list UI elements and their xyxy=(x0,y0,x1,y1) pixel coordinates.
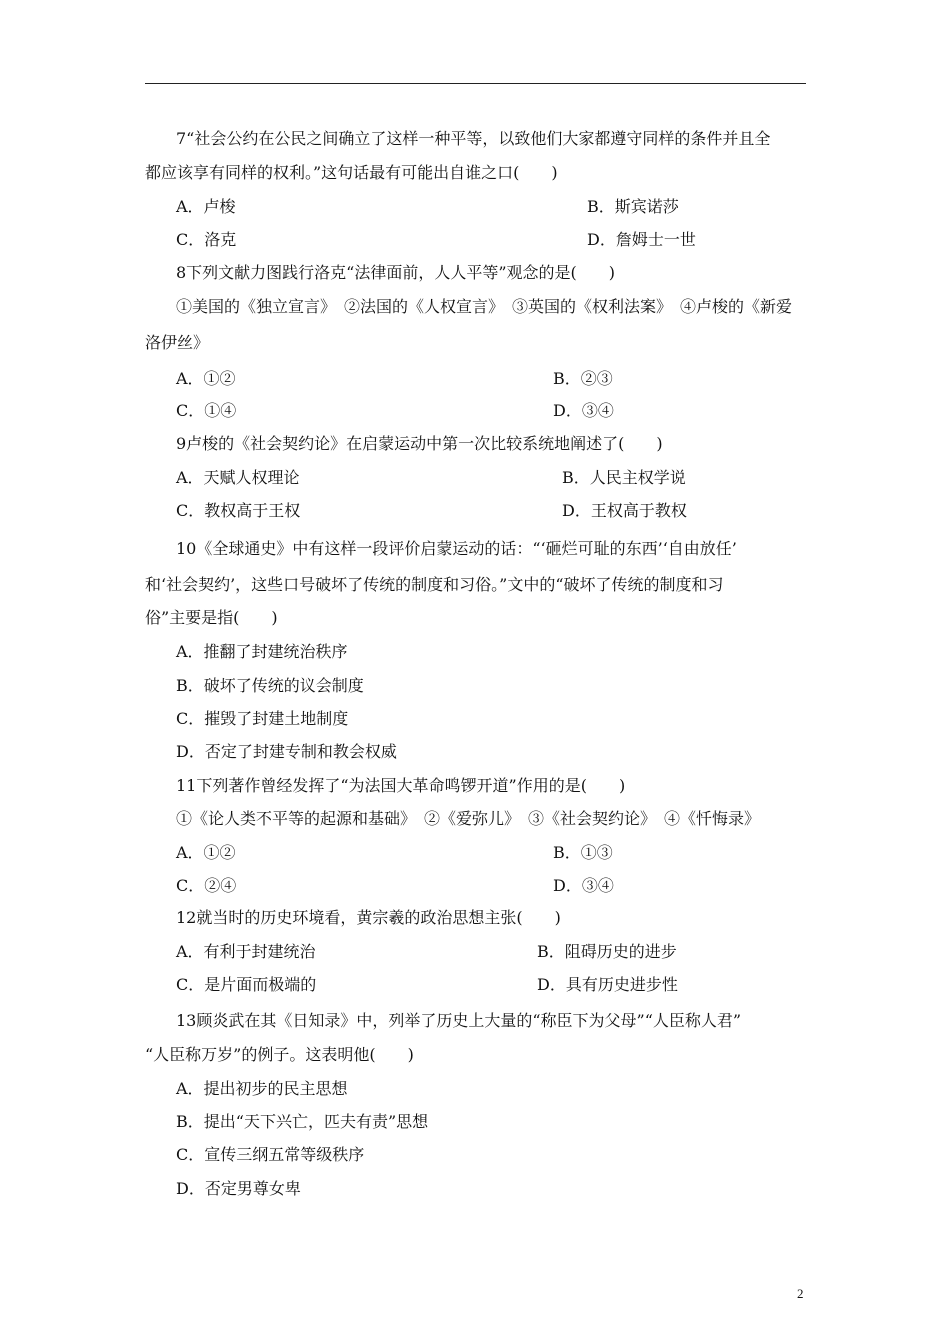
q9-option-b: B．人民主权学说 xyxy=(562,468,686,487)
q9-option-c: C．教权高于王权 xyxy=(176,501,301,520)
q11-option-b: B．①③ xyxy=(553,843,613,862)
q9-option-d: D．王权高于教权 xyxy=(562,501,687,520)
q10-stem: 10《全球通史》中有这样一段评价启蒙运动的话：“‘砸烂可耻的东西’‘自由放任’ xyxy=(176,539,737,558)
q12-option-b: B．阻碍历史的进步 xyxy=(537,942,677,961)
q8-option-b: B．②③ xyxy=(553,369,613,388)
q10-option-c: C．摧毁了封建土地制度 xyxy=(176,709,349,728)
q7-option-d: D．詹姆士一世 xyxy=(587,230,696,249)
q12-stem: 12就当时的历史环境看，黄宗羲的政治思想主张( ) xyxy=(176,908,561,927)
q12-option-d: D．具有历史进步性 xyxy=(537,975,678,994)
q8-items: ①美国的《独立宣言》 ②法国的《人权宣言》 ③英国的《权利法案》 ④卢梭的《新爱 xyxy=(176,297,793,316)
q8-option-c: C．①④ xyxy=(176,401,237,420)
q10-stem-cont2: 俗”主要是指( ) xyxy=(145,608,278,627)
q12-option-c: C．是片面而极端的 xyxy=(176,975,317,994)
q13-option-b: B．提出“天下兴亡，匹夫有责”思想 xyxy=(176,1112,429,1131)
q11-option-a: A．①② xyxy=(176,843,236,862)
q13-option-d: D．否定男尊女卑 xyxy=(176,1179,301,1198)
q13-stem: 13顾炎武在其《日知录》中，列举了历史上大量的“称臣下为父母”“人臣称人君” xyxy=(176,1011,742,1030)
q10-option-b: B．破坏了传统的议会制度 xyxy=(176,676,364,695)
q10-stem-cont1: 和‘社会契约’，这些口号破坏了传统的制度和习俗。”文中的“破坏了传统的制度和习 xyxy=(145,575,724,594)
q9-stem: 9卢梭的《社会契约论》在启蒙运动中第一次比较系统地阐述了( ) xyxy=(176,434,663,453)
q8-stem: 8下列文献力图践行洛克“法律面前，人人平等”观念的是( ) xyxy=(176,263,616,282)
q11-option-c: C．②④ xyxy=(176,876,237,895)
q13-stem-cont: “人臣称万岁”的例子。这表明他( ) xyxy=(145,1045,414,1064)
q10-option-a: A．推翻了封建统治秩序 xyxy=(176,642,348,661)
q7-option-a: A．卢梭 xyxy=(176,197,236,216)
page-number: 2 xyxy=(797,1286,804,1301)
q7-option-c: C．洛克 xyxy=(176,230,237,249)
q8-option-d: D．③④ xyxy=(553,401,614,420)
q10-option-d: D．否定了封建专制和教会权威 xyxy=(176,742,397,761)
q11-option-d: D．③④ xyxy=(553,876,614,895)
q9-option-a: A．天赋人权理论 xyxy=(176,468,300,487)
q11-items: ①《论人类不平等的起源和基础》 ②《爱弥儿》 ③《社会契约论》 ④《忏悔录》 xyxy=(176,809,761,828)
header-rule xyxy=(145,83,806,84)
q8-items-cont: 洛伊丝》 xyxy=(145,333,210,352)
q8-option-a: A．①② xyxy=(176,369,236,388)
q7-stem-cont: 都应该享有同样的权利。”这句话最有可能出自谁之口( ) xyxy=(145,163,558,182)
q11-stem: 11下列著作曾经发挥了“为法国大革命鸣锣开道”作用的是( ) xyxy=(176,776,626,795)
q7-option-b: B．斯宾诺莎 xyxy=(587,197,679,216)
q12-option-a: A．有利于封建统治 xyxy=(176,942,316,961)
q13-option-a: A．提出初步的民主思想 xyxy=(176,1079,348,1098)
q7-stem: 7“社会公约在公民之间确立了这样一种平等，以致他们大家都遵守同样的条件并且全 xyxy=(176,129,771,148)
q13-option-c: C．宣传三纲五常等级秩序 xyxy=(176,1145,365,1164)
